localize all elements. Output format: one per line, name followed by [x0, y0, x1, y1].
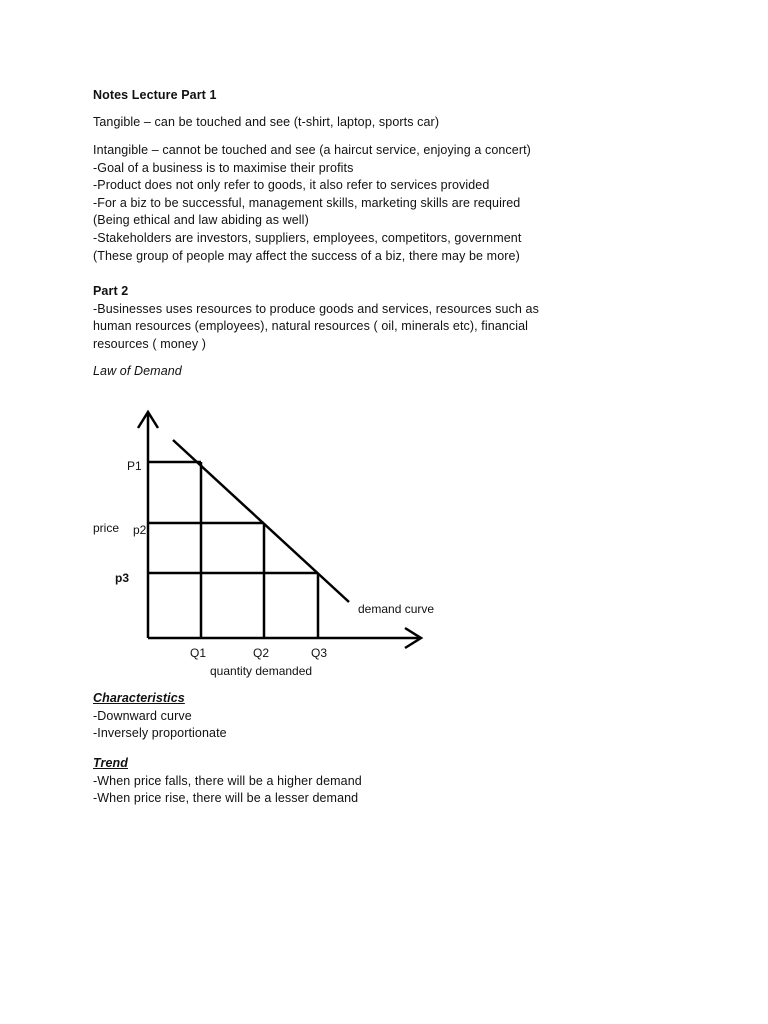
quantity-label-q3: Q3 [311, 646, 328, 660]
note-line-7: (These group of people may affect the success of a biz, there may be more) [93, 248, 520, 263]
characteristic-1: -Downward curve [93, 708, 192, 723]
note-line-1: Intangible – cannot be touched and see (a haircut service, enjoying a concert) [93, 143, 531, 157]
trend-2: -When price rise, there will be a lesser demand [93, 791, 359, 806]
demand-curve-diagram [93, 404, 443, 680]
note-line-2: -Goal of a business is to maximise their profits [93, 160, 354, 175]
part2-heading: Part 2 [93, 284, 129, 298]
characteristics-heading: Characteristics [93, 691, 185, 705]
demand-curve-line [173, 440, 349, 602]
part2-line-3: resources ( money ) [93, 336, 207, 351]
price-label-p2: p2 [133, 523, 147, 537]
note-line-3: -Product does not only refer to goods, it also refer to services provided [93, 178, 490, 193]
demand-curve-label: demand curve [358, 602, 435, 616]
quantity-label-q1: Q1 [190, 646, 207, 660]
tangible-definition: Tangible – can be touched and see (t-shirt, laptop, sports car) [93, 115, 440, 129]
price-label-p1: P1 [127, 459, 142, 473]
note-line-6: -Stakeholders are investors, suppliers, employees, competitors, government [93, 231, 522, 245]
trend-1: -When price falls, there will be a higher demand [93, 773, 362, 788]
price-label-p3: p3 [115, 571, 130, 585]
x-axis-label: quantity demanded [210, 664, 313, 678]
part2-line-2: human resources (employees), natural resources ( oil, minerals etc), financial [93, 319, 529, 334]
part2-line-1: -Businesses uses resources to produce goods and services, resources such as [93, 301, 539, 316]
trend-heading: Trend [93, 756, 128, 770]
characteristic-2: -Inversely proportionate [93, 726, 227, 741]
note-line-4: -For a biz to be successful, management skills, marketing skills are required [93, 195, 521, 210]
quantity-label-q2: Q2 [253, 646, 270, 660]
y-axis-label: price [93, 521, 120, 535]
notes-title: Notes Lecture Part 1 [93, 88, 217, 102]
law-of-demand-heading: Law of Demand [93, 364, 182, 378]
note-line-5: (Being ethical and law abiding as well) [93, 213, 309, 228]
